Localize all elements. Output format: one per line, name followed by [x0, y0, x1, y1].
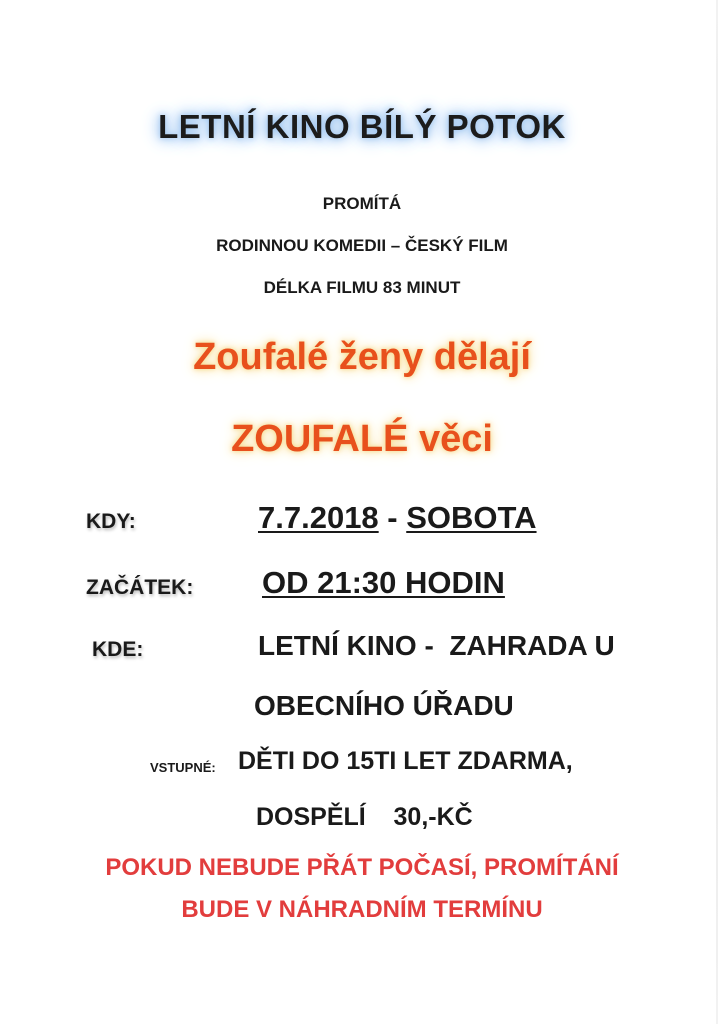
entry-adults: DOSPĚLÍ 30,-KČ [256, 803, 473, 831]
weather-warning-line2: BUDE V NÁHRADNÍM TERMÍNU [181, 896, 543, 923]
movie-title-line1: Zoufalé ženy dělají [193, 336, 531, 378]
movie-title-line2: ZOUFALÉ věci [231, 418, 493, 460]
start-label: ZAČÁTEK: [86, 576, 194, 599]
screening-label: PROMÍTÁ [322, 194, 402, 213]
weather-warning-line1: POKUD NEBUDE PŘÁT POČASÍ, PROMÍTÁNÍ [105, 854, 619, 881]
date-separator: - [378, 500, 407, 535]
start-time: OD 21:30 HODIN [262, 565, 505, 600]
poster-title: LETNÍ KINO BÍLÝ POTOK [158, 108, 566, 145]
where-label: KDE: [92, 638, 144, 661]
film-length: DÉLKA FILMU 83 MINUT [263, 278, 461, 297]
entry-children: DĚTI DO 15TI LET ZDARMA, [238, 747, 573, 775]
venue-line1: LETNÍ KINO - ZAHRADA U [258, 630, 615, 661]
when-label: KDY: [86, 510, 136, 533]
event-day: SOBOTA [406, 500, 537, 535]
event-date: 7.7.2018 [258, 500, 379, 535]
venue-line2: OBECNÍHO ÚŘADU [254, 690, 514, 721]
when-value [258, 500, 537, 536]
entry-label: VSTUPNÉ: [150, 760, 216, 775]
genre-text: RODINNOU KOMEDII – ČESKÝ FILM [216, 236, 508, 255]
